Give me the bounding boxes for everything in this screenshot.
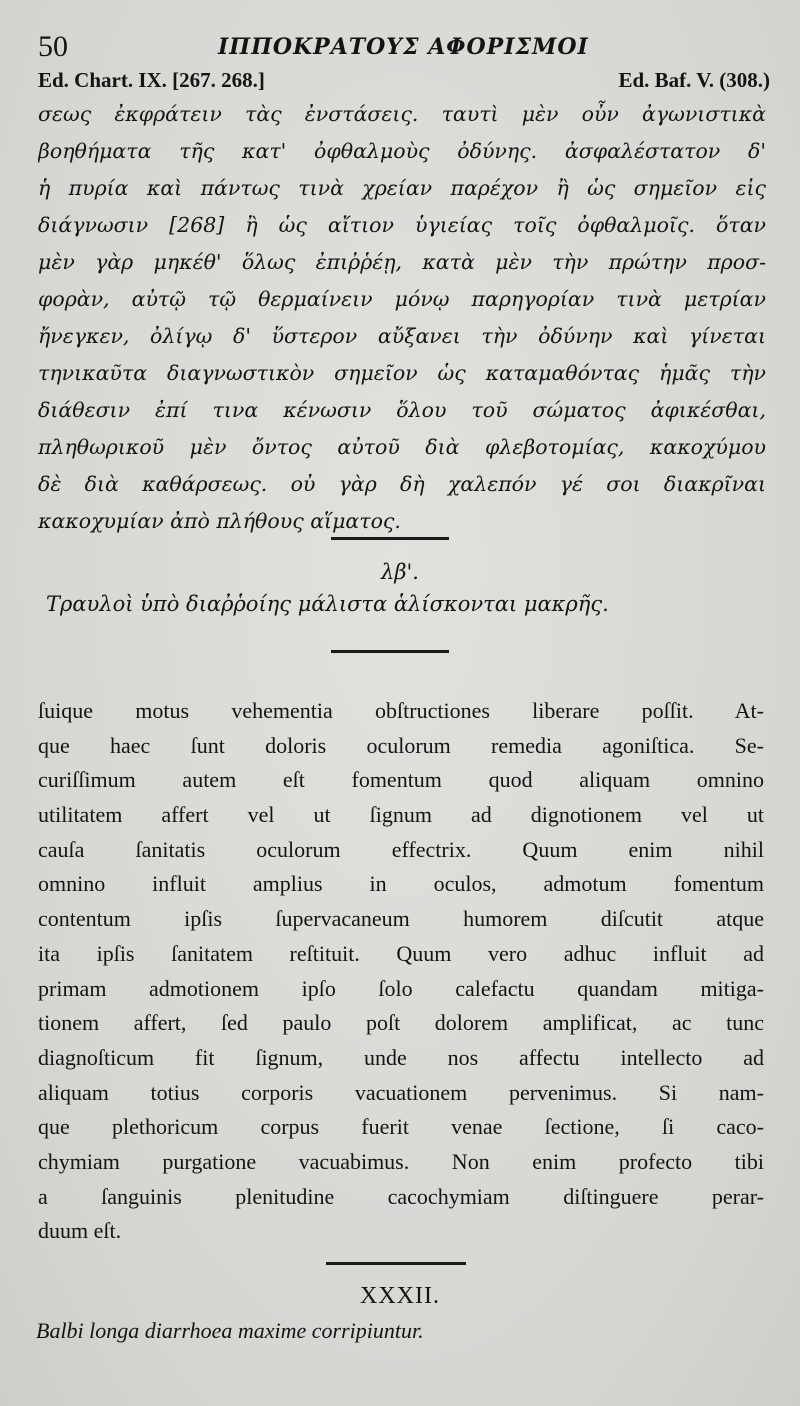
greek-line: ἤνεγκεν, ὀλίγῳ δ' ὕστερον αὔξανει τὴν ὀδύνην καὶ γίνεται <box>38 324 766 348</box>
section-divider-rule <box>331 537 449 540</box>
latin-line: curiſſimum autem eſt fomentum quod aliquam omnino <box>38 767 764 793</box>
edition-chartier-ref: Ed. Chart. IX. [267. 268.] <box>38 68 265 92</box>
greek-line: τηνικαῦτα διαγνωστικὸν σημεῖον ὡς καταμαθόντας ἡμᾶς τὴν <box>38 361 766 385</box>
greek-aphorism-text: Τραυλοὶ ὑπὸ διαῤῥοίης μάλιστα ἁλίσκονται μακρῆς. <box>46 592 609 616</box>
latin-line: tionem affert, ſed paulo poſt dolorem amplificat, ac tunc <box>38 1010 764 1036</box>
latin-line: contentum ipſis ſupervacaneum humorem diſcutit atque <box>38 906 764 932</box>
greek-line: μὲν γὰρ μηκέθ' ὅλως ἐπιῤῥέῃ, κατὰ μὲν τὴν πρώτην προσ- <box>38 250 766 274</box>
greek-line: δὲ διὰ καθάρσεως. οὐ γὰρ δὴ χαλεπόν γέ σοι διακρῖναι <box>38 472 766 496</box>
running-head: ΙΠΠΟΚΡΑΤΟΥΣ ΑΦΟΡΙΣΜΟΙ <box>218 34 589 60</box>
latin-aphorism-text: Balbi longa diarrhoea maxime corripiuntur. <box>36 1318 424 1343</box>
latin-line: primam admotionem ipſo ſolo calefactu quandam mitiga- <box>38 975 764 1001</box>
greek-aphorism-number: λβ'. <box>381 560 419 584</box>
latin-line: chymiam purgatione vacuabimus. Non enim profecto tibi <box>38 1148 764 1174</box>
latin-line: a ſanguinis plenitudine cacochymiam diſtinguere perar- <box>38 1183 764 1209</box>
latin-line: cauſa ſanitatis oculorum effectrix. Quum enim nihil <box>38 836 764 862</box>
latin-line: ita ipſis ſanitatem reſtituit. Quum vero adhuc influit ad <box>38 940 764 966</box>
page-number: 50 <box>38 30 68 63</box>
greek-line: ἡ πυρία καὶ πάντως τινὰ χρείαν παρέχον ἢ ὡς σημεῖον εἰς <box>38 176 766 200</box>
latin-line: ſuique motus vehementia obſtructiones liberare poſſit. At- <box>38 698 764 723</box>
greek-line: κακοχυμίαν ἀπὸ πλήθους αἵματος. <box>38 509 401 533</box>
latin-line: duum eſt. <box>38 1218 122 1244</box>
section-divider-rule <box>331 650 449 653</box>
latin-line: aliquam totius corporis vacuationem pervenimus. Si nam- <box>38 1079 764 1105</box>
section-divider-rule <box>326 1262 466 1265</box>
edition-reference-line <box>38 68 770 94</box>
greek-line: πληθωρικοῦ μὲν ὄντος αὐτοῦ διὰ φλεβοτομίας, κακοχύμου <box>38 435 766 459</box>
greek-commentary <box>38 96 766 540</box>
greek-line: διάθεσιν ἐπί τινα κένωσιν ὅλου τοῦ σώματος ἀφικέσθαι, <box>38 398 766 422</box>
latin-line: diagnoſticum fit ſignum, unde nos affectu intellecto ad <box>38 1044 764 1070</box>
latin-commentary <box>38 694 764 1249</box>
latin-line: que plethoricum corpus fuerit venae ſectione, ſi caco- <box>38 1114 764 1140</box>
latin-line: que haec ſunt doloris oculorum remedia agoniſtica. Se- <box>38 732 764 758</box>
latin-line: omnino influit amplius in oculos, admotum fomentum <box>38 871 764 897</box>
greek-line: διάγνωσιν [268] ἢ ὡς αἴτιον ὑγιείας τοῖς ὀφθαλμοῖς. ὅταν <box>38 213 766 237</box>
edition-basel-ref: Ed. Baf. V. (308.) <box>618 68 770 92</box>
greek-line: βοηθήματα τῆς κατ' ὀφθαλμοὺς ὀδύνης. ἀσφαλέστατον δ' <box>38 139 766 163</box>
page-header <box>38 30 770 66</box>
latin-aphorism-number: XXXII. <box>360 1283 440 1309</box>
greek-line: φορὰν, αὐτῷ τῷ θερμαίνειν μόνῳ παρηγορίαν τινὰ μετρίαν <box>38 287 766 311</box>
latin-line: utilitatem affert vel ut ſignum ad dignotionem vel ut <box>38 802 764 828</box>
greek-line: σεως ἐκφράτειν τὰς ἐνστάσεις. ταυτὶ μὲν οὖν ἀγωνιστικὰ <box>38 102 766 126</box>
